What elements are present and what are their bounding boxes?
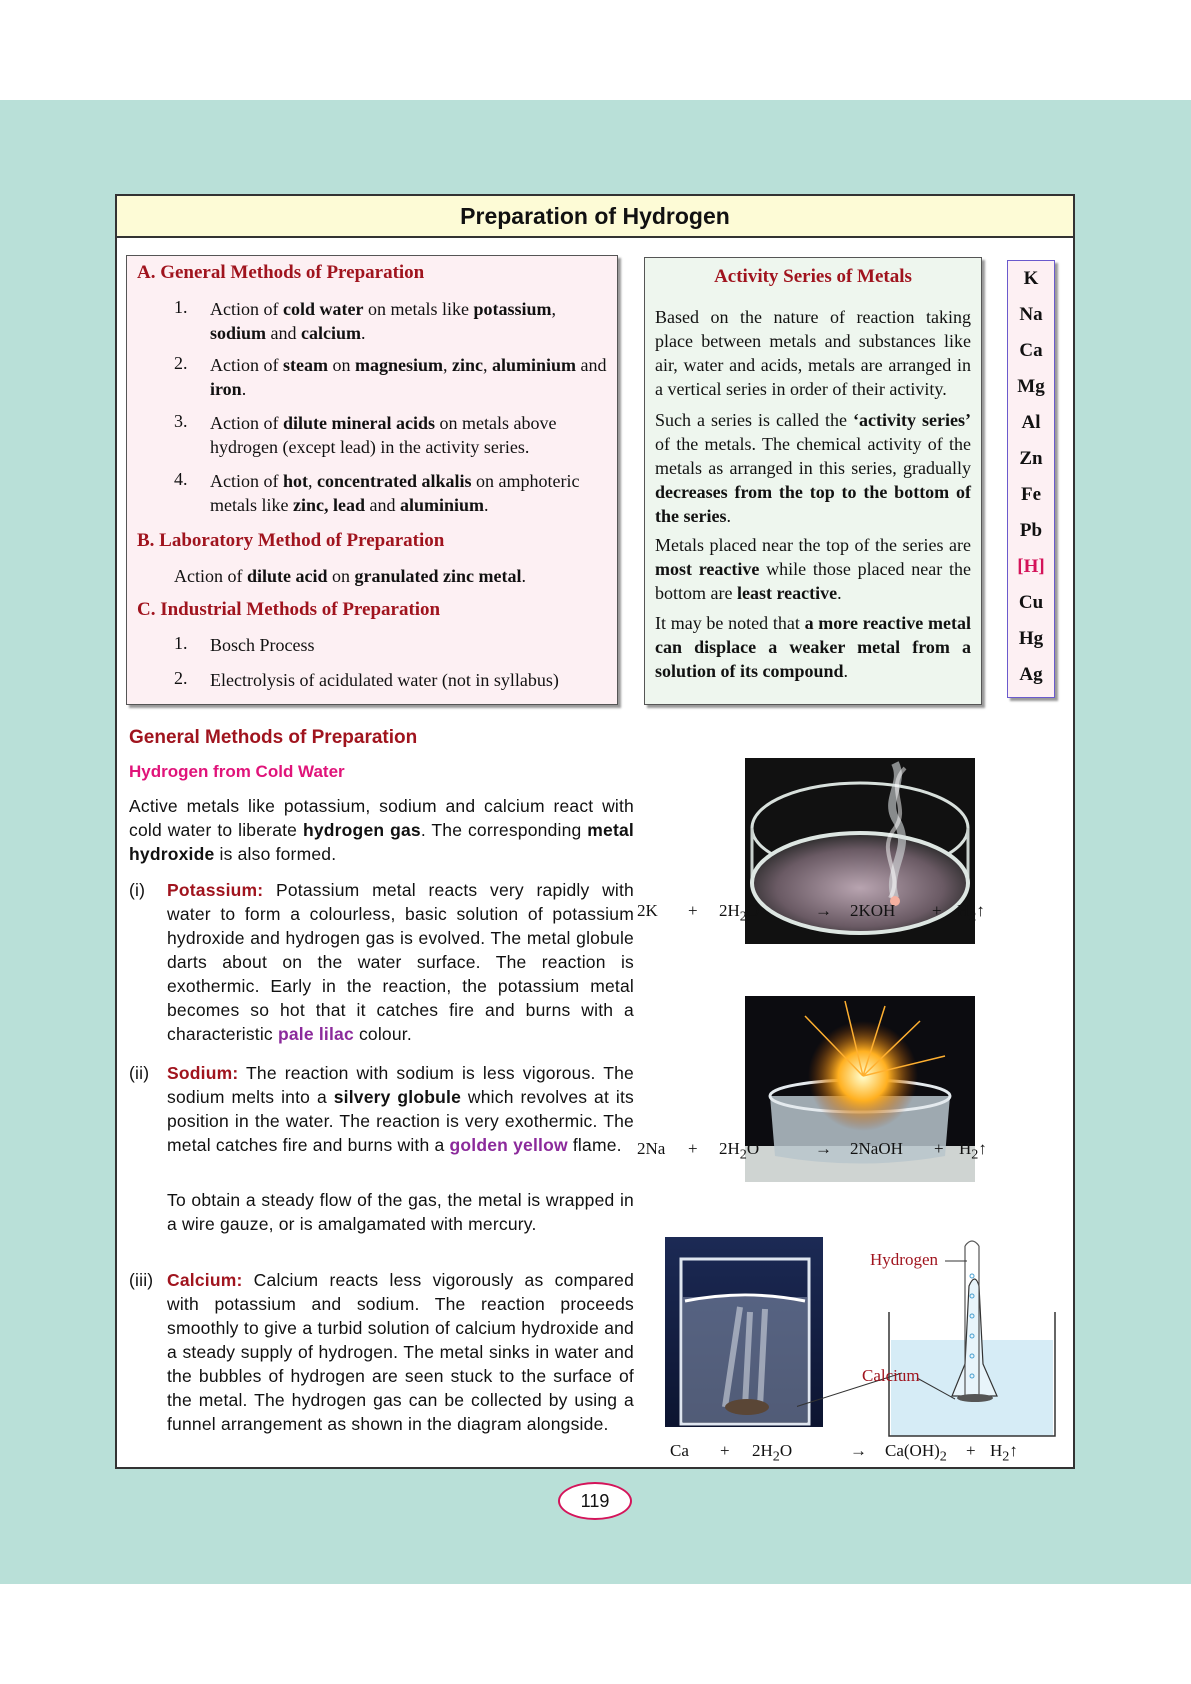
list-item: Bosch Process [210,635,315,655]
equation-term: → [815,901,832,920]
general-methods-heading: General Methods of Preparation [129,727,418,748]
series-element: K [1023,268,1039,289]
equation-term: $2H_2O$ [752,1441,793,1465]
hydrogen-label: Hydrogen [870,1250,938,1269]
equation-term: $H_2↑$ [990,1441,1018,1465]
activity-series-box [644,257,982,705]
list-item: Action of cold water on metals like potassium, sodium and calcium. [210,299,556,343]
equation-term: 2Na [637,1139,666,1158]
series-element: Mg [1017,376,1045,397]
equation-term: $H_2↑$ [959,1139,987,1163]
item-number: (i) [129,880,146,900]
list-number: 1. [174,633,188,653]
equation-term: 2K [637,901,658,920]
equation-term: + [932,901,942,920]
series-element: Ca [1019,340,1043,361]
sodium-paragraph: Sodium: The reaction with sodium is less vigorous. The sodium melts into a silvery globule which revolves at its position in the water. The reaction is very exothermic. The metal catches fire and burns with a golden yellow flame. [167,1063,634,1155]
equation-term: Ca [670,1441,689,1460]
methods-summary-box [126,255,618,705]
series-element: Zn [1019,448,1043,469]
equation-term: → [815,1139,832,1158]
series-element: Na [1019,304,1043,325]
equation-term: 2NaOH [850,1139,903,1158]
equation-term: + [688,1139,698,1158]
series-element-hydrogen: [H] [1017,556,1045,577]
section-a-heading: A. General Methods of Preparation [137,262,425,283]
item-number: (ii) [129,1063,150,1083]
list-item: Action of hot, concentrated alkalis on amphoteric metals like zinc, lead and aluminium. [210,471,580,515]
sodium-note: To obtain a steady flow of the gas, the metal is wrapped in a wire gauze, or is amalgamated with mercury. [167,1190,634,1234]
activity-paragraph: Metals placed near the top of the series are most reactive while those placed near the bottom are least reactive. [655,535,972,603]
equation-term: + [966,1441,976,1460]
page-title: Preparation of Hydrogen [117,196,1073,238]
list-number: 1. [174,297,188,317]
section-b-text: Action of dilute acid on granulated zinc metal. [174,566,526,586]
list-number: 4. [174,469,188,489]
list-item: Electrolysis of acidulated water (not in syllabus) [210,670,559,690]
equation-term: → [850,1441,867,1460]
activity-paragraph: Such a series is called the ‘activity series’ of the metals. The chemical activity of the metals as arranged in this series, gradually decreases from the top to the bottom of the series. [655,410,971,526]
activity-series-heading: Activity Series of Metals [714,266,912,287]
content-frame [115,194,1075,1469]
equation-term: $2H_2O$ [719,901,760,925]
equation-term: $H_2↑$ [957,901,985,925]
list-item: Action of dilute mineral acids on metals above hydrogen (except lead) in the activity series. [210,413,557,457]
equation-term: $Ca(OH)_2$ [885,1441,947,1465]
list-number: 2. [174,353,188,373]
equation-term: + [720,1441,730,1460]
series-element: Pb [1019,520,1043,541]
equation-term: + [688,901,698,920]
item-number: (iii) [129,1270,154,1290]
list-number: 3. [174,411,188,431]
series-element: Al [1021,412,1041,433]
calcium-paragraph: Calcium: Calcium reacts less vigorously as compared with potassium and sodium. The reaction proceeds smoothly to give a turbid solution of calcium hydroxide and a steady supply of hydrogen. The metal sinks in water and the bubbles of hydrogen are seen stuck to the surface of the metal. The hydrogen gas can be collected by using a funnel arrangement as shown in the diagram alongside. [167,1270,634,1434]
sodium-equation [637,1139,1077,1163]
series-element: Ag [1019,664,1043,685]
list-number: 2. [174,668,188,688]
section-c-heading: C. Industrial Methods of Preparation [137,599,441,620]
equation-term: 2KOH [850,901,896,920]
series-element: Hg [1018,628,1044,649]
series-element: Fe [1020,484,1042,505]
activity-paragraph: Based on the nature of reaction taking place between metals and substances like air, water and acids, metals are arranged in a vertical series in order of their activity. [655,307,971,399]
calcium-equation [670,1441,1070,1465]
list-item: Action of steam on magnesium, zinc, aluminium and iron. [210,355,607,399]
intro-paragraph: Active metals like potassium, sodium and calcium react with cold water to liberate hydrogen gas. The corresponding metal hydroxide is also formed. [129,796,634,864]
potassium-paragraph: Potassium: Potassium metal reacts very rapidly with water to form a colourless, basic solution of potassium hydroxide and hydrogen gas is evolved. The metal globule darts about on the water surface. The reaction is exothermic. Early in the reaction, the potassium metal becomes so hot that it catches fire and burns with a characteristic pale lilac colour. [167,880,634,1044]
section-b-heading: B. Laboratory Method of Preparation [137,530,445,551]
equation-term: + [934,1139,944,1158]
equation-term: $2H_2O$ [719,1139,760,1163]
series-element: Cu [1018,592,1044,613]
cold-water-heading: Hydrogen from Cold Water [129,762,345,781]
calcium-label: Calcium [862,1366,920,1385]
activity-paragraph: It may be noted that a more reactive metal can displace a weaker metal from a solution of its compound. [655,613,971,681]
page-number: 119 [558,1482,632,1520]
activity-series-column [1007,260,1055,698]
potassium-equation [637,901,1077,925]
